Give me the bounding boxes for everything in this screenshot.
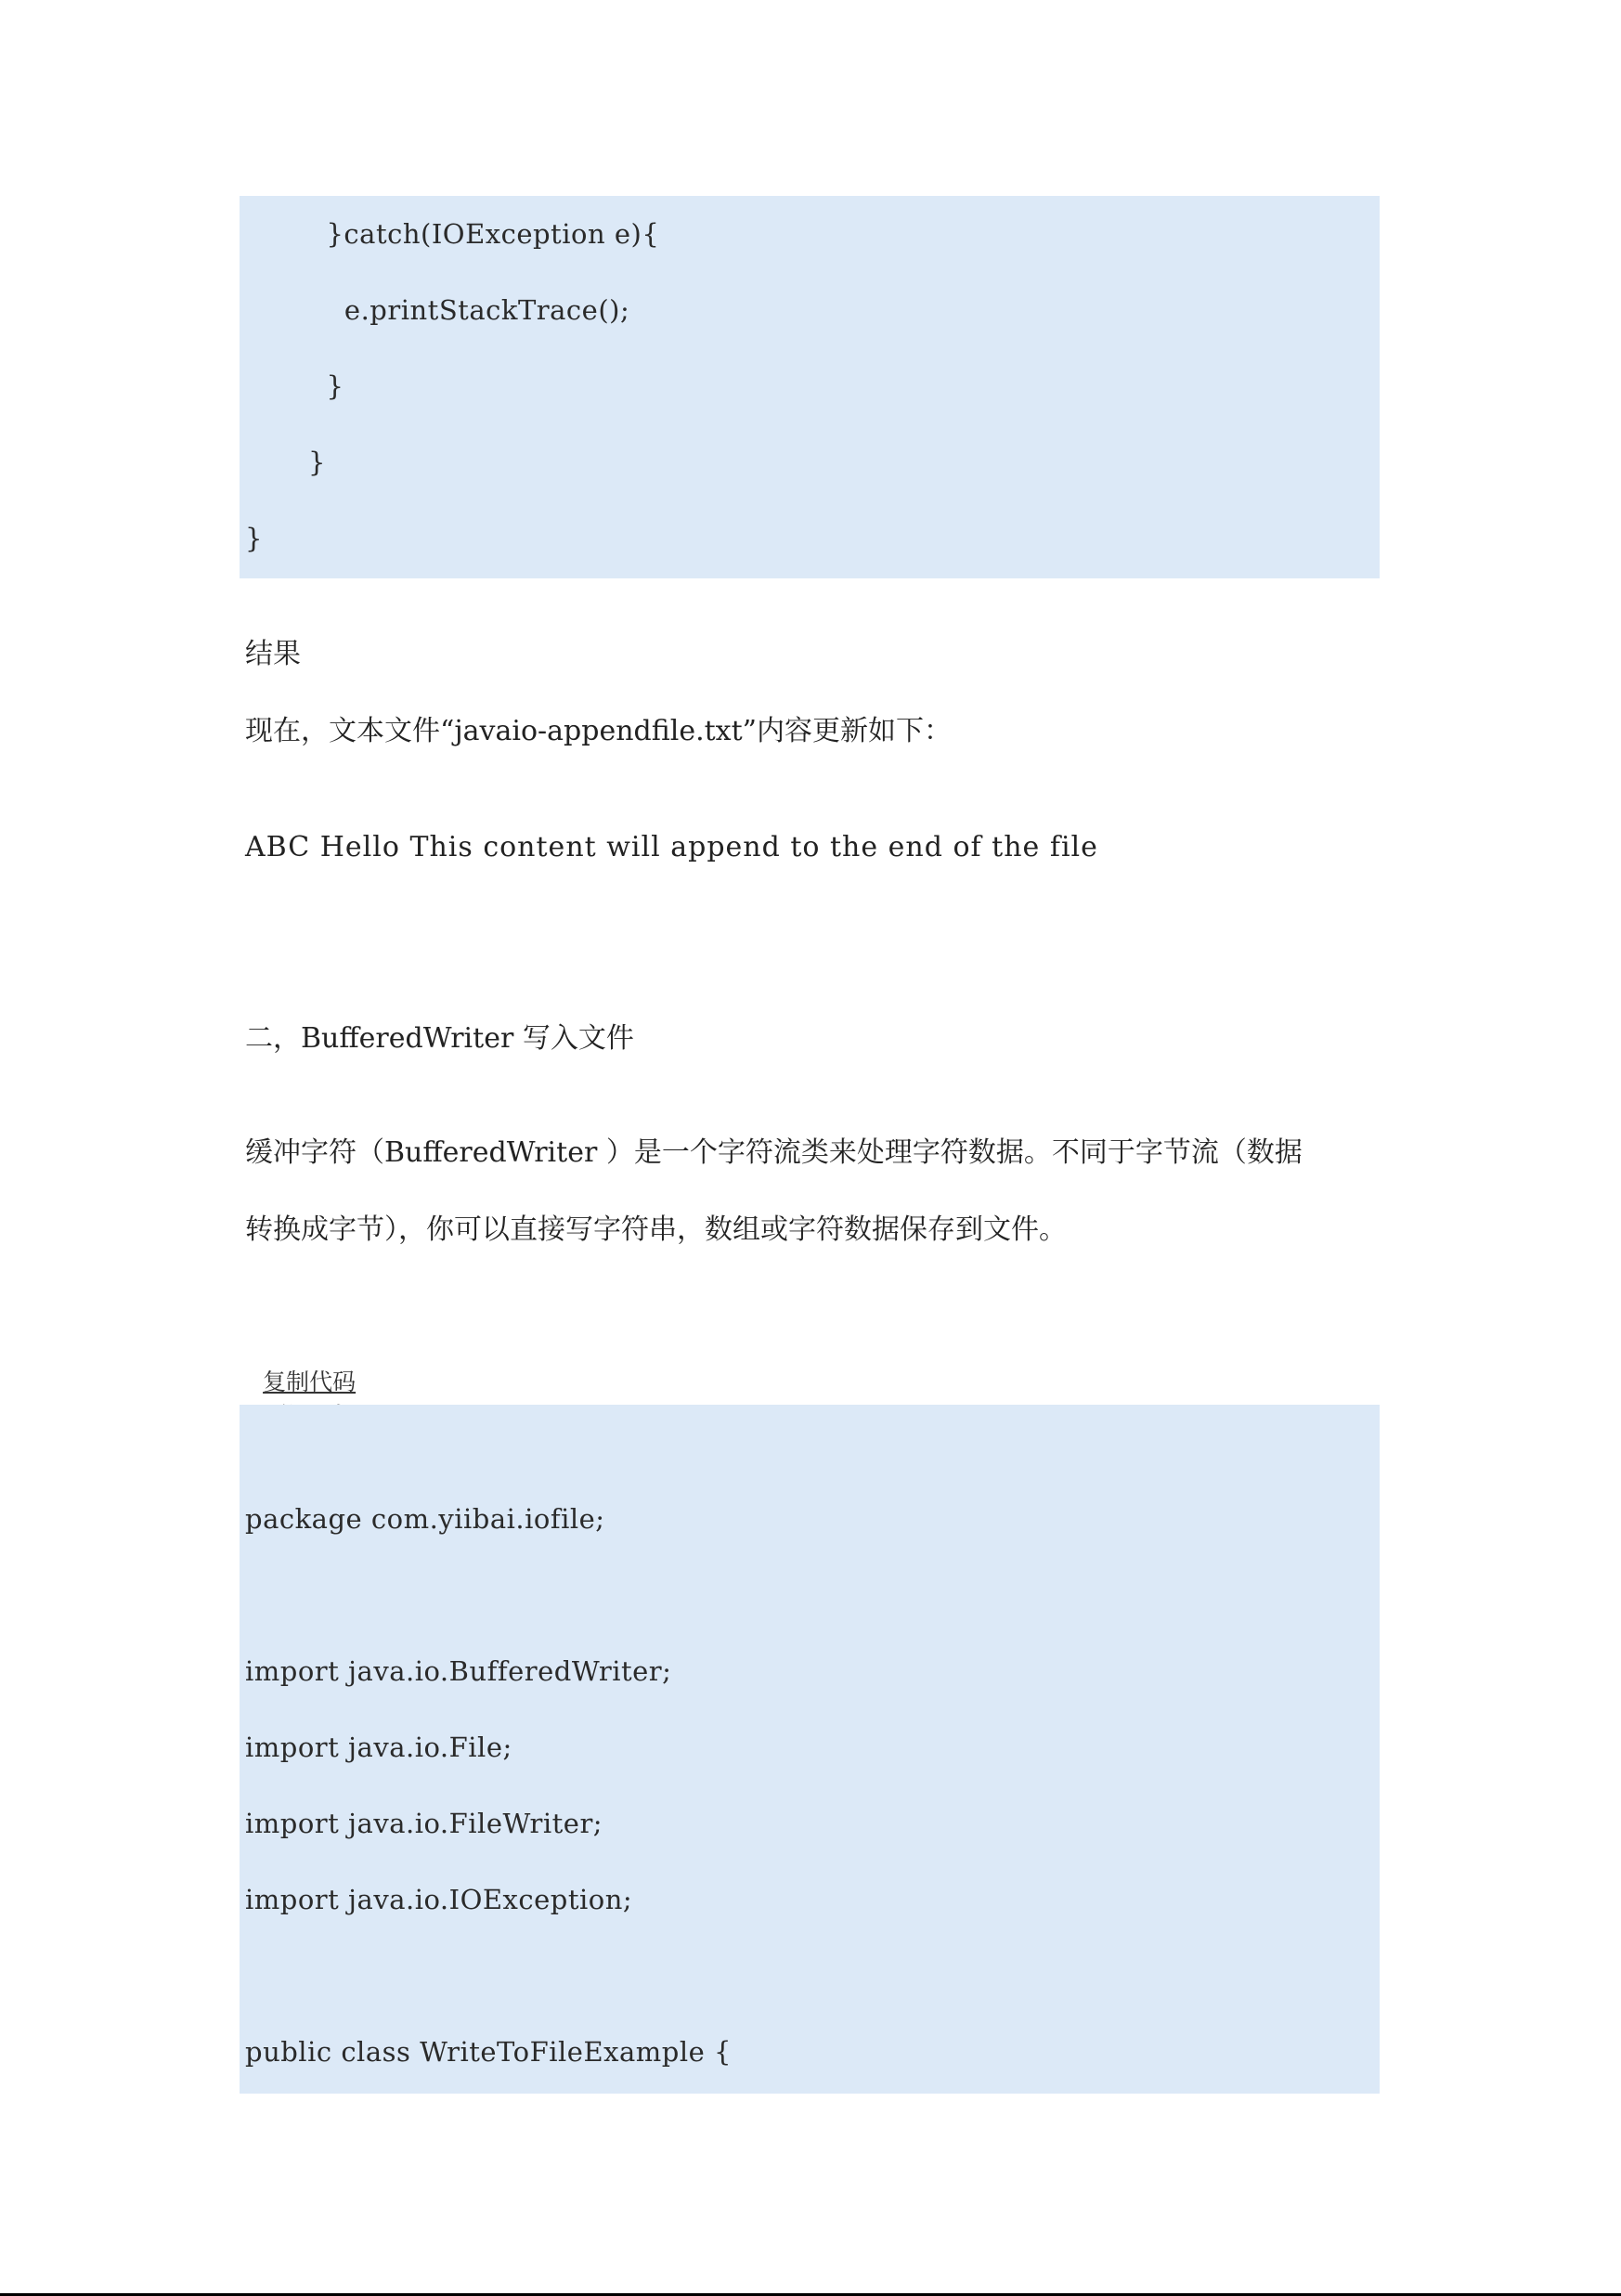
result-heading: 结果 (245, 638, 301, 670)
code-line: }catch(IOException e){ (245, 218, 660, 250)
code-line: import java.io.FileWriter; (245, 1808, 603, 1839)
code-line: e.printStackTrace(); (245, 294, 630, 326)
code-line: package com.yiibai.iofile; (245, 1503, 605, 1535)
code-line: } (245, 523, 263, 554)
result-output: ABC Hello This content will append to the end of the file (245, 831, 1098, 863)
copy-code-link[interactable]: 复制代码 (263, 1369, 357, 1395)
code-line: public class WriteToFileExample { (245, 2036, 732, 2068)
code-line: } (245, 447, 326, 478)
code-block-top (240, 196, 1380, 578)
section-two-paragraph-line-1: 缓冲字符（BufferedWriter ）是一个字符流类来处理字符数据。不同于字节流（数据 (245, 1136, 1303, 1169)
section-two-paragraph-line-2: 转换成字节），你可以直接写字符串，数组或字符数据保存到文件。 (245, 1213, 1067, 1246)
code-line: } (245, 370, 344, 402)
code-line: import java.io.File; (245, 1732, 512, 1763)
code-block-bottom (240, 1405, 1380, 2094)
code-line: import java.io.BufferedWriter; (245, 1655, 672, 1687)
code-line: import java.io.IOException; (245, 1884, 633, 1915)
result-description: 现在，文本文件“javaio-appendfile.txt”内容更新如下： (245, 715, 952, 747)
section-two-title: 二，BufferedWriter 写入文件 (245, 1022, 634, 1055)
